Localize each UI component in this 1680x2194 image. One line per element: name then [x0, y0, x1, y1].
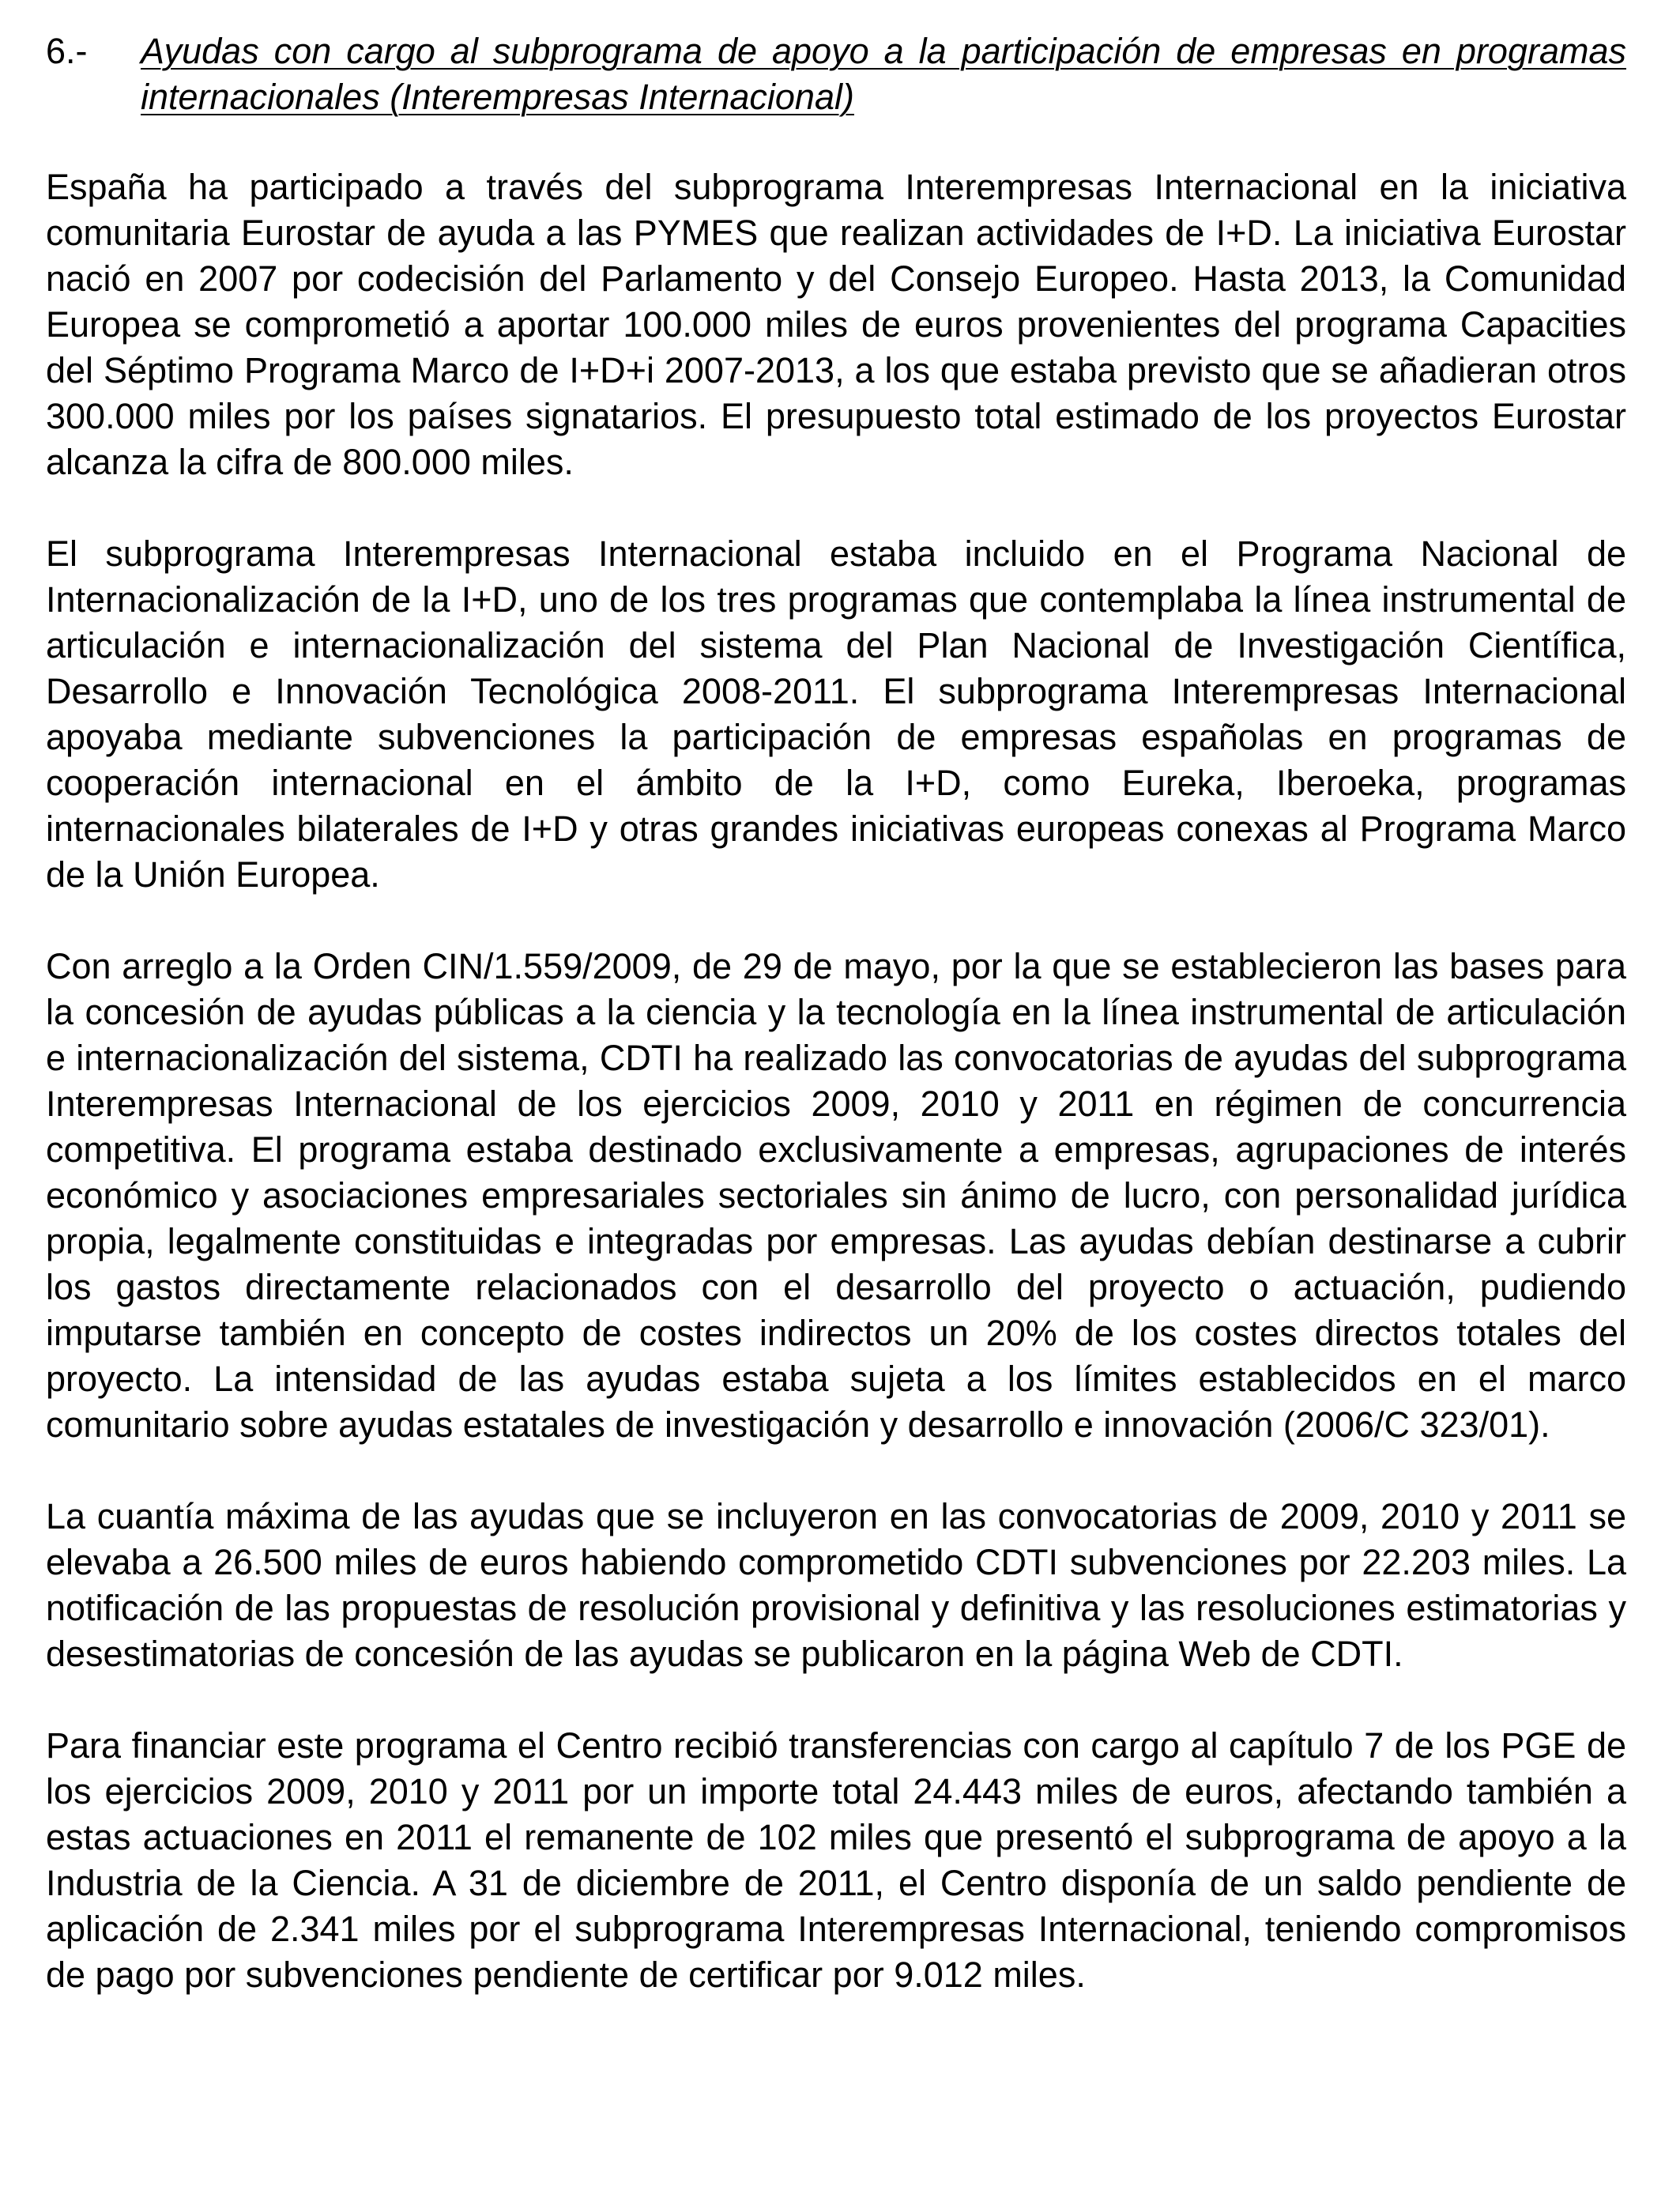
paragraph-orden: Con arreglo a la Orden CIN/1.559/2009, de 29 de mayo, por la que se establecieron las bases para la concesión de ayudas públicas a la ciencia y la tecnología en la línea instrumental de articulación e internacionalización del sistema, CDTI ha realizado las convocatorias de ayudas del subprograma Interempresas Internacional de los ejercicios 2009, 2010 y 2011 en régimen de concurrencia competitiva. El programa estaba destinado exclusivamente a empresas, agrupaciones de interés económico y asociaciones empresariales sectoriales sin ánimo de lucro, con personalidad jurídica propia, legalmente constituidas e integradas por empresas. Las ayudas debían destinarse a cubrir los gastos directamente relacionados con el desarrollo del proyecto o actuación, pudiendo imputarse también en concepto de costes indirectos un 20% de los costes directos totales del proyecto. La intensidad de las ayudas estaba sujeta a los límites establecidos en el marco comunitario sobre ayudas estatales de investigación y desarrollo e innovación (2006/C 323/01).: [46, 946, 1626, 1445]
paragraph-cuantia: La cuantía máxima de las ayudas que se incluyeron en las convocatorias de 2009, 2010 y 2011 se elevaba a 26.500 miles de euros habiendo comprometido CDTI subvenciones por 22.203 miles. La notificación de las propuestas de resolución provisional y definitiva y las resoluciones estimatorias y desestimatorias de concesión de las ayudas se publicaron en la página Web de CDTI.: [46, 1496, 1626, 1674]
section-number: 6.-: [46, 31, 88, 71]
section-heading: [46, 28, 1626, 120]
section-title: Ayudas con cargo al subprograma de apoyo a la participación de empresas en programas internacionales (Interempresas Internacional): [141, 31, 1626, 117]
document-page: [46, 28, 1626, 2044]
paragraph-subprograma: El subprograma Interempresas Internacional estaba incluido en el Programa Nacional de Internacionalización de la I+D, uno de los tres programas que contemplaba la línea instrumental de articulación e internacionalización del sistema del Plan Nacional de Investigación Científica, Desarrollo e Innovación Tecnológica 2008-2011. El subprograma Interempresas Internacional apoyaba mediante subvenciones la participación de empresas españolas en programas de cooperación internacional en el ámbito de la I+D, como Eureka, Iberoeka, programas internacionales bilaterales de I+D y otras grandes iniciativas europeas conexas al Programa Marco de la Unión Europea.: [46, 533, 1626, 895]
paragraph-eurostar: España ha participado a través del subprograma Interempresas Internacional en la iniciativa comunitaria Eurostar de ayuda a las PYMES que realizan actividades de I+D. La iniciativa Eurostar nació en 2007 por codecisión del Parlamento y del Consejo Europeo. Hasta 2013, la Comunidad Europea se comprometió a aportar 100.000 miles de euros provenientes del programa Capacities del Séptimo Programa Marco de I+D+i 2007-2013, a los que estaba previsto que se añadieran otros 300.000 miles por los países signatarios. El presupuesto total estimado de los proyectos Eurostar alcanza la cifra de 800.000 miles.: [46, 167, 1626, 482]
paragraph-financiacion: Para financiar este programa el Centro recibió transferencias con cargo al capítulo 7 de los PGE de los ejercicios 2009, 2010 y 2011 por un importe total 24.443 miles de euros, afectando también a estas actuaciones en 2011 el remanente de 102 miles que presentó el subprograma de apoyo a la Industria de la Ciencia. A 31 de diciembre de 2011, el Centro disponía de un saldo pendiente de aplicación de 2.341 miles por el subprograma Interempresas Internacional, teniendo compromisos de pago por subvenciones pendiente de certificar por 9.012 miles.: [46, 1725, 1626, 1995]
